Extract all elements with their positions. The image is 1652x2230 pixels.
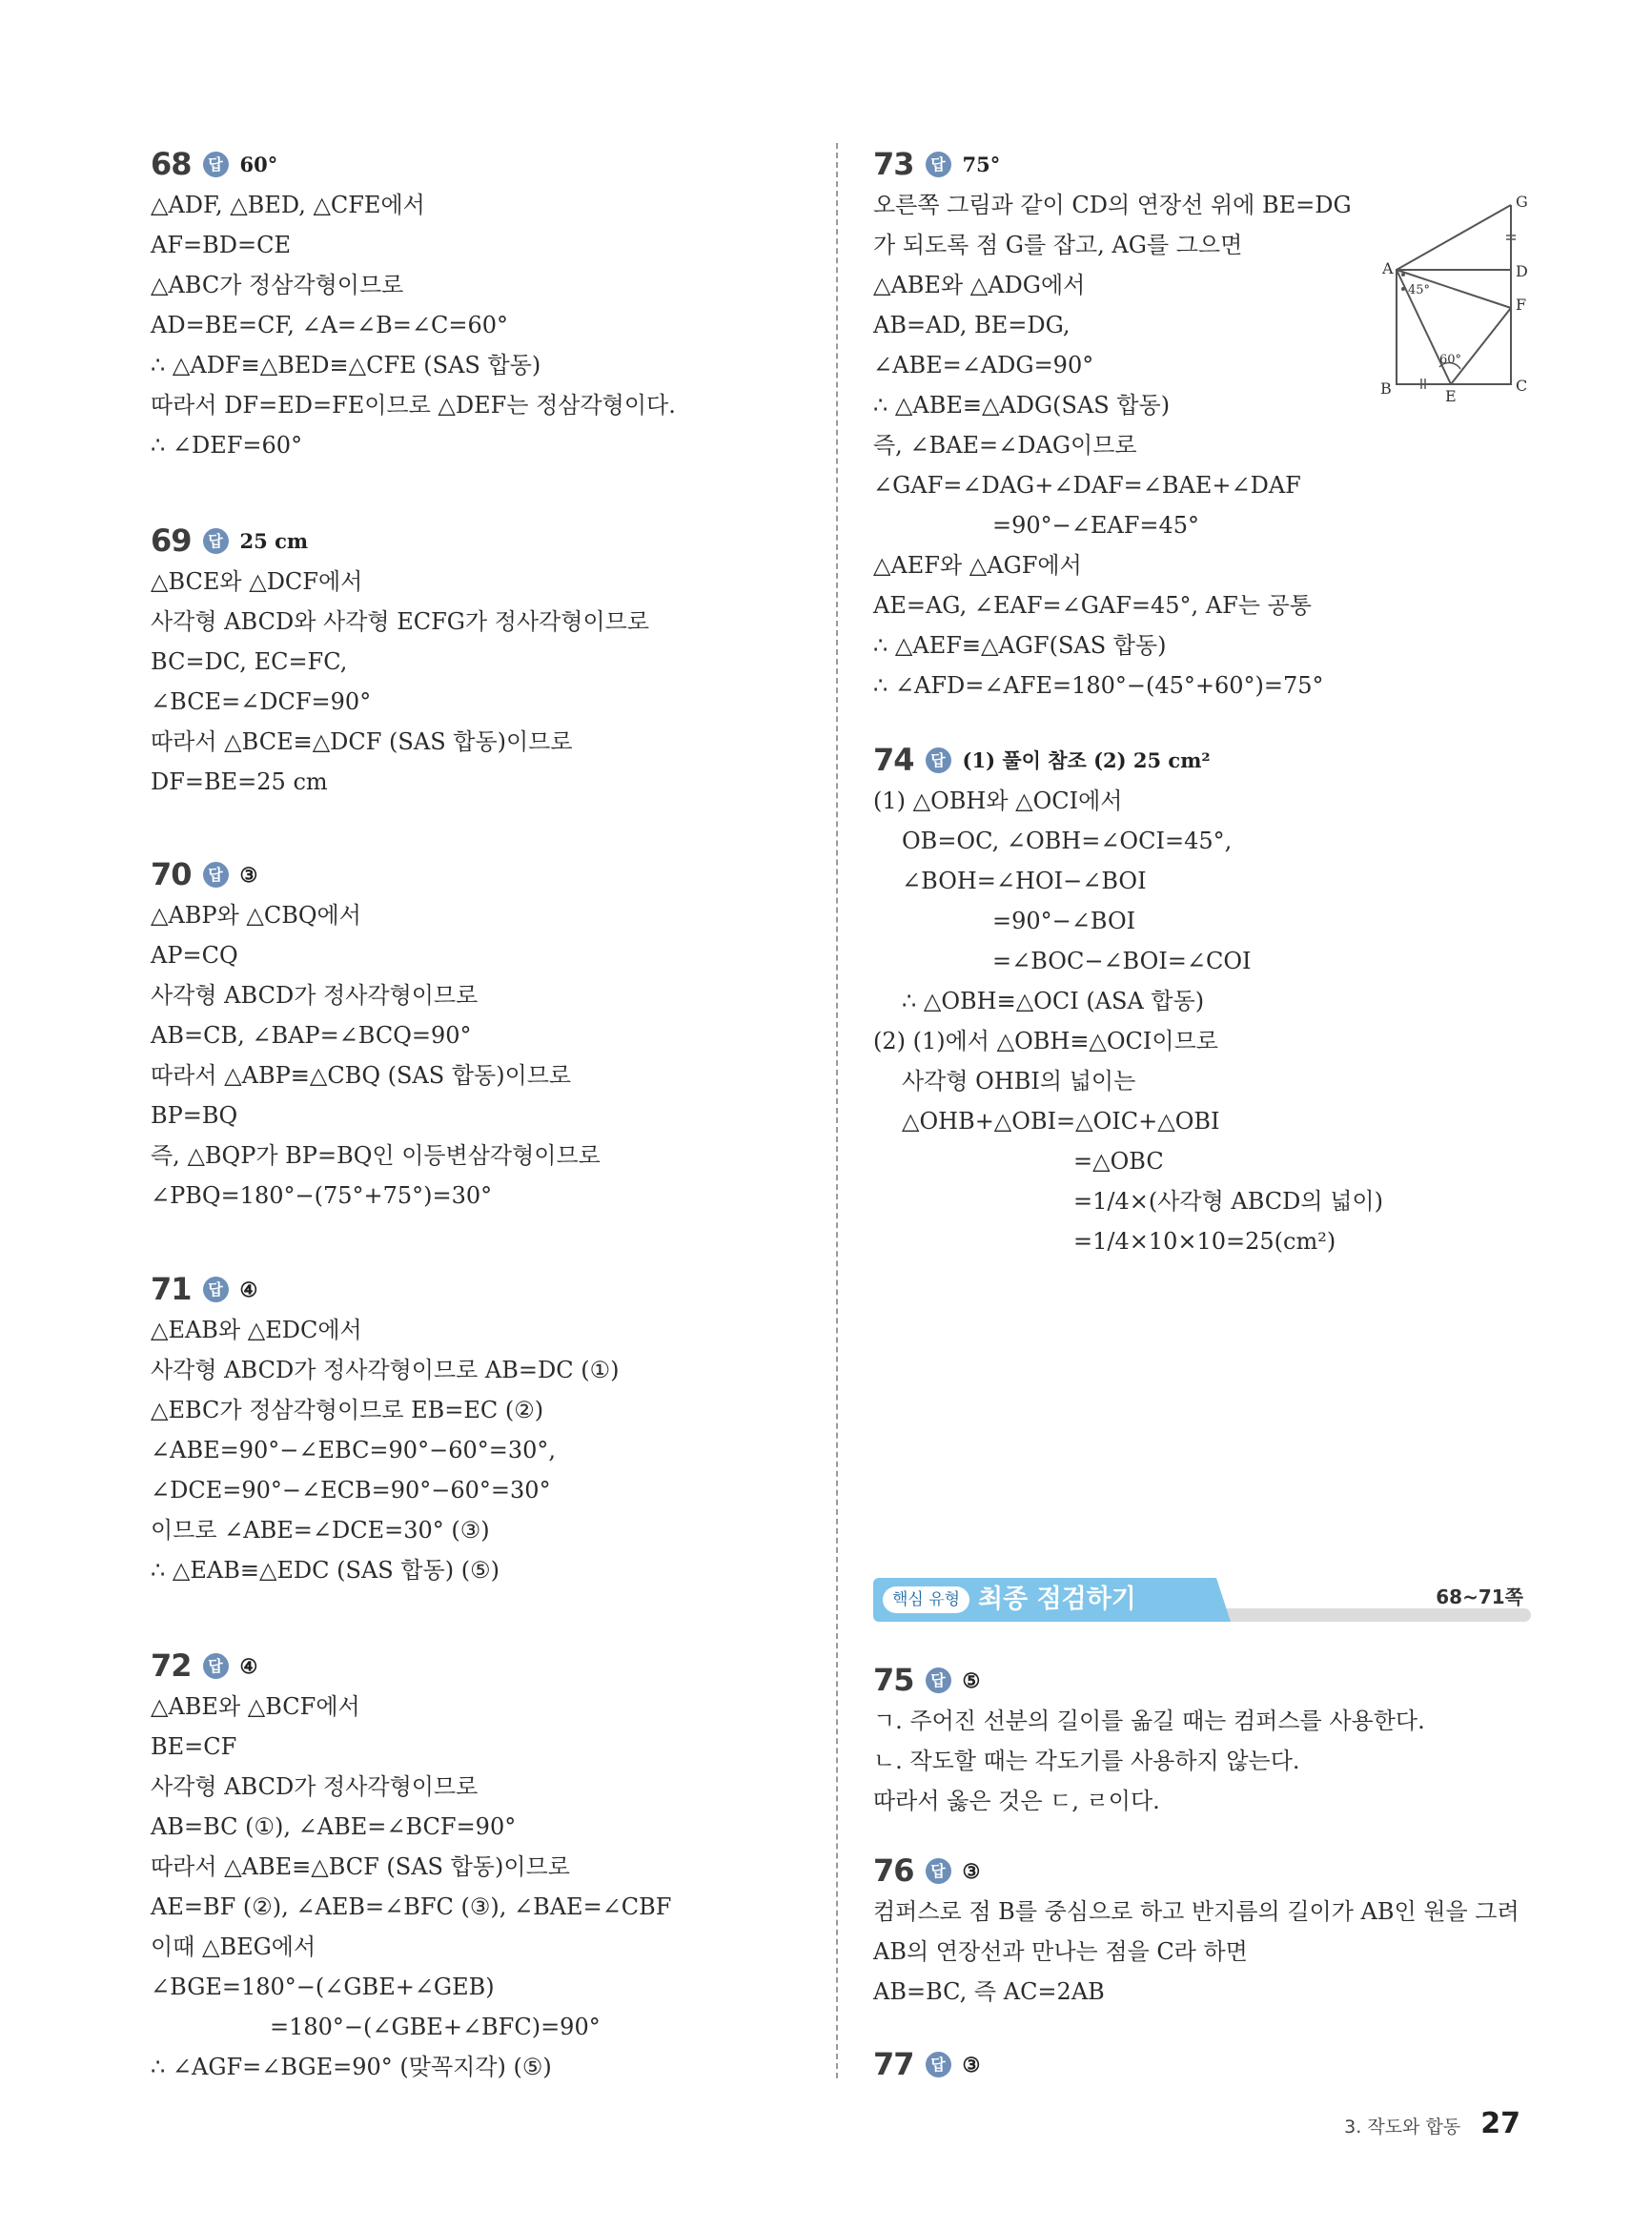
- problem-header: [873, 143, 1531, 185]
- problem-70: [151, 853, 818, 1216]
- solution-line: DF=BE=25 cm: [151, 768, 328, 795]
- solution-line: △ABC가 정삼각형이므로: [151, 272, 404, 298]
- problem-number: 69: [151, 522, 192, 559]
- problem-76: [873, 1850, 1531, 2012]
- solution-line: ∴ △ADF≡△BED≡△CFE (SAS 합동): [151, 352, 541, 378]
- problem-header: [151, 1645, 818, 1687]
- solution-line: 사각형 ABCD가 정사각형이므로: [151, 982, 479, 1009]
- solution-line: 사각형 OHBI의 넓이는: [902, 1068, 1136, 1095]
- solution-line: =△OBC: [1073, 1148, 1164, 1175]
- problem-answer: ③: [962, 2052, 981, 2077]
- problem-header: [873, 2043, 1531, 2085]
- solution-line: 사각형 ABCD가 정사각형이므로 AB=DC (①): [151, 1357, 620, 1383]
- answer-badge-icon: 답: [926, 1858, 951, 1884]
- problem-header: [151, 143, 818, 185]
- problem-answer: ③: [962, 1858, 981, 1883]
- figure-label-d: D: [1516, 262, 1528, 280]
- figure-label-b: B: [1380, 379, 1392, 398]
- solution-line: ∴ △AEF≡△AGF(SAS 합동): [873, 632, 1167, 659]
- problem-header: [151, 1268, 818, 1310]
- banner-page-range: 68~71쪽: [1436, 1586, 1523, 1608]
- problem-header: [873, 1850, 1531, 1892]
- solution-line: 이때 △BEG에서: [151, 1933, 316, 1960]
- solution-line: AB의 연장선과 만나는 점을 C라 하면: [873, 1938, 1248, 1965]
- solution-line: 이므로 ∠ABE=∠DCE=30° (③): [151, 1517, 490, 1544]
- problem-75: [873, 1659, 1531, 1821]
- solution-line: ∠DCE=90°−∠ECB=90°−60°=30°: [151, 1477, 551, 1504]
- solution-line: △BCE와 △DCF에서: [151, 568, 363, 595]
- solution-line: =90°−∠EAF=45°: [992, 512, 1200, 539]
- problem-number: 76: [873, 1852, 914, 1889]
- solution-line: 즉, △BQP가 BP=BQ인 이등변삼각형이므로: [151, 1142, 601, 1169]
- solution-line: 컴퍼스로 점 B를 중심으로 하고 반지름의 길이가 AB인 원을 그려: [873, 1898, 1519, 1925]
- solution-line: ㄱ. 주어진 선분의 길이를 옮길 때는 컴퍼스를 사용한다.: [873, 1708, 1425, 1734]
- problem-answer: ④: [239, 1277, 258, 1301]
- banner-rule: [1216, 1608, 1531, 1622]
- page-footer: [1344, 2107, 1520, 2140]
- solution-line: =180°−(∠GBE+∠BFC)=90°: [270, 2014, 601, 2040]
- figure-angle-45: 45°: [1408, 283, 1431, 297]
- solution-line: AP=CQ: [151, 942, 238, 969]
- solution-line: 즉, ∠BAE=∠DAG이므로: [873, 432, 1137, 459]
- solution-line: AB=BC, 즉 AC=2AB: [873, 1978, 1105, 2005]
- solution-line: 오른쪽 그림과 같이 CD의 연장선 위에 BE=DG: [873, 192, 1352, 218]
- answer-badge-icon: 답: [926, 1667, 951, 1693]
- solution-line: ∴ △ABE≡△ADG(SAS 합동): [873, 392, 1171, 419]
- solution-line: ∴ △OBH≡△OCI (ASA 합동): [902, 988, 1205, 1014]
- problem-number: 72: [151, 1647, 192, 1684]
- problem-68: [151, 143, 818, 465]
- solution-line: ∴ ∠AGF=∠BGE=90° (맞꼭지각) (⑤): [151, 2054, 552, 2080]
- problem-number: 70: [151, 856, 192, 892]
- answer-badge-icon: 답: [203, 528, 229, 554]
- solution-line: =90°−∠BOI: [992, 908, 1136, 934]
- solution-line: 사각형 ABCD가 정사각형이므로: [151, 1773, 479, 1800]
- solution-line: 따라서 △ABP≡△CBQ (SAS 합동)이므로: [151, 1062, 572, 1089]
- problem-answer: 60°: [239, 152, 278, 176]
- problem-69: [151, 520, 818, 802]
- answer-badge-icon: 답: [203, 152, 229, 177]
- figure-label-f: F: [1516, 296, 1527, 314]
- solution-line: 따라서 DF=ED=FE이므로 △DEF는 정삼각형이다.: [151, 392, 676, 419]
- footer-chapter: 3. 작도와 합동: [1344, 2117, 1461, 2138]
- figure-label-a: A: [1382, 259, 1394, 277]
- square-geometry-figure: [1363, 186, 1530, 405]
- solution-line: △ABE와 △ADG에서: [873, 272, 1086, 298]
- solution-line: AB=AD, BE=DG,: [873, 312, 1071, 338]
- solution-line: △OHB+△OBI=△OIC+△OBI: [902, 1108, 1220, 1135]
- answer-badge-icon: 답: [926, 152, 951, 177]
- solution-line: AE=AG, ∠EAF=∠GAF=45°, AF는 공통: [873, 592, 1312, 619]
- problem-answer: 25 cm: [239, 528, 309, 553]
- answer-badge-icon: 답: [203, 862, 229, 888]
- figure-label-c: C: [1516, 377, 1528, 395]
- answer-badge-icon: 답: [926, 747, 951, 773]
- solution-line: AE=BF (②), ∠AEB=∠BFC (③), ∠BAE=∠CBF: [151, 1893, 672, 1920]
- solution-line: 사각형 ABCD와 사각형 ECFG가 정사각형이므로: [151, 608, 650, 635]
- solution-line: =∠BOC−∠BOI=∠COI: [992, 948, 1252, 974]
- solution-line: =1/4×(사각형 ABCD의 넓이): [1073, 1188, 1383, 1215]
- problem-header: [151, 520, 818, 562]
- problem-answer: ⑤: [962, 1667, 981, 1692]
- solution-line: ∠GAF=∠DAG+∠DAF=∠BAE+∠DAF: [873, 472, 1301, 499]
- problem-number: 75: [873, 1662, 914, 1698]
- figure-angle-60: 60°: [1439, 353, 1462, 367]
- solution-line: BC=DC, EC=FC,: [151, 648, 348, 675]
- problem-number: 74: [873, 742, 914, 778]
- solution-line: AF=BD=CE: [151, 232, 291, 258]
- problem-answer: ③: [239, 862, 258, 887]
- solution-line: OB=OC, ∠OBH=∠OCI=45°,: [902, 828, 1233, 854]
- column-divider: [836, 143, 838, 2078]
- solution-line: BP=BQ: [151, 1102, 238, 1129]
- banner-title: 최종 점검하기: [978, 1585, 1136, 1614]
- solution-line: △EBC가 정삼각형이므로 EB=EC (②): [151, 1397, 544, 1423]
- solution-line: ∠BGE=180°−(∠GBE+∠GEB): [151, 1974, 495, 2000]
- solution-line: AB=CB, ∠BAP=∠BCQ=90°: [151, 1022, 472, 1049]
- problem-number: 71: [151, 1271, 192, 1307]
- solution-line: ∠BOH=∠HOI−∠BOI: [902, 868, 1147, 894]
- problem-number: 73: [873, 146, 914, 182]
- figure-label-g: G: [1516, 193, 1528, 211]
- solution-line: 따라서 옳은 것은 ㄷ, ㄹ이다.: [873, 1788, 1160, 1814]
- problem-74: [873, 739, 1531, 1261]
- problem-answer: ④: [239, 1653, 258, 1678]
- problem-answer: (1) 풀이 참조 (2) 25 cm²: [962, 748, 1211, 772]
- problem-answer: 75°: [962, 152, 1001, 176]
- solution-line: AD=BE=CF, ∠A=∠B=∠C=60°: [151, 312, 509, 338]
- solution-line: ∠BCE=∠DCF=90°: [151, 688, 372, 715]
- solution-line: (2) (1)에서 △OBH≡△OCI이므로: [873, 1028, 1218, 1054]
- solution-line: ∠ABE=∠ADG=90°: [873, 352, 1094, 378]
- problem-header: [151, 853, 818, 895]
- answer-badge-icon: 답: [203, 1653, 229, 1679]
- solution-line: 따라서 △ABE≡△BCF (SAS 합동)이므로: [151, 1853, 570, 1880]
- problem-header: [873, 1659, 1531, 1701]
- solution-line: △ADF, △BED, △CFE에서: [151, 192, 425, 218]
- problem-header: [873, 739, 1531, 781]
- solution-line: BE=CF: [151, 1733, 237, 1760]
- solution-line: ∴ ∠AFD=∠AFE=180°−(45°+60°)=75°: [873, 672, 1324, 699]
- solution-line: ∴ ∠DEF=60°: [151, 432, 303, 459]
- solution-line: △ABP와 △CBQ에서: [151, 902, 361, 929]
- solution-line: 가 되도록 점 G를 잡고, AG를 그으면: [873, 232, 1243, 258]
- solution-line: ∴ △EAB≡△EDC (SAS 합동) (⑤): [151, 1557, 500, 1584]
- section-banner: [873, 1578, 1531, 1622]
- figure-label-e: E: [1445, 387, 1457, 405]
- problem-71: [151, 1268, 818, 1590]
- banner-tag: 핵심 유형: [883, 1586, 969, 1613]
- solution-line: 따라서 △BCE≡△DCF (SAS 합동)이므로: [151, 728, 573, 755]
- solution-line: ∠PBQ=180°−(75°+75°)=30°: [151, 1182, 493, 1209]
- footer-page-number: 27: [1480, 2107, 1520, 2140]
- problem-number: 77: [873, 2046, 914, 2082]
- solution-line: ㄴ. 작도할 때는 각도기를 사용하지 않는다.: [873, 1748, 1300, 1774]
- answer-badge-icon: 답: [203, 1277, 229, 1302]
- solution-line: △ABE와 △BCF에서: [151, 1693, 360, 1720]
- problem-72: [151, 1645, 818, 2087]
- solution-line: (1) △OBH와 △OCI에서: [873, 788, 1123, 814]
- solution-line: △AEF와 △AGF에서: [873, 552, 1082, 579]
- solution-line: △EAB와 △EDC에서: [151, 1317, 362, 1343]
- solution-line: ∠ABE=90°−∠EBC=90°−60°=30°,: [151, 1437, 557, 1463]
- solution-line: =1/4×10×10=25(cm²): [1073, 1228, 1336, 1255]
- answer-badge-icon: 답: [926, 2052, 951, 2077]
- solution-line: AB=BC (①), ∠ABE=∠BCF=90°: [151, 1813, 517, 1840]
- problem-77: [873, 2043, 1531, 2085]
- problem-number: 68: [151, 146, 192, 182]
